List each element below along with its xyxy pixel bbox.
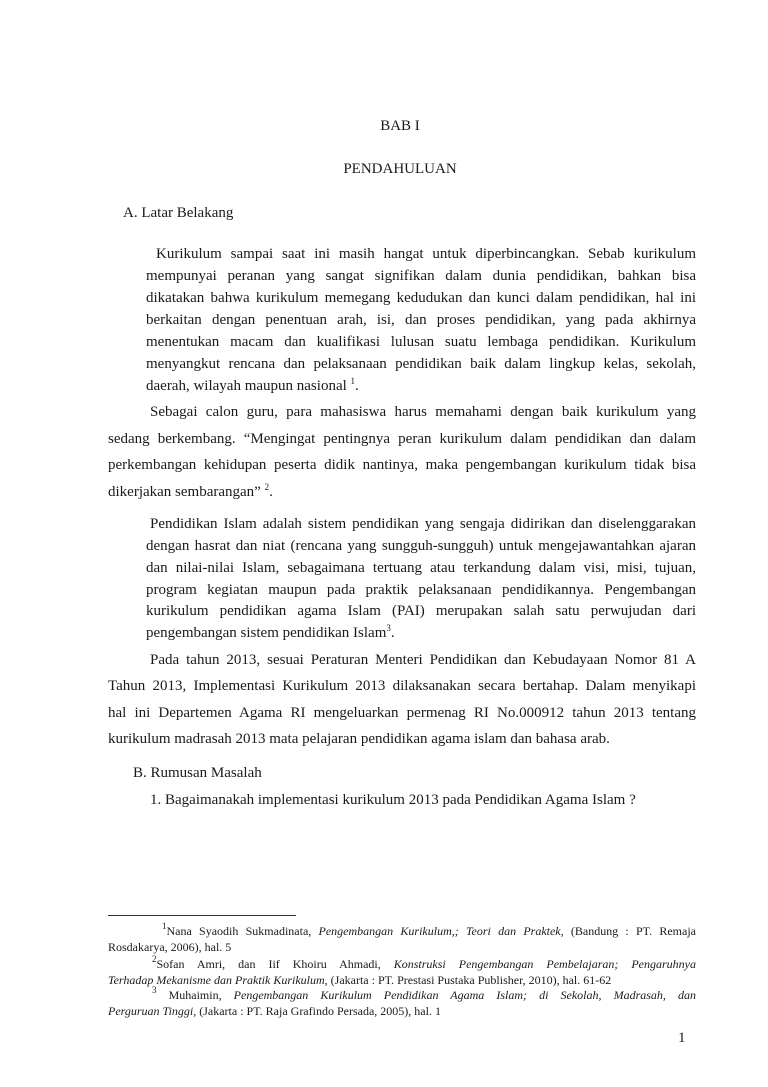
paragraph-line: berkaitan dengan penentuan arah, isi, dan proses pendidikan, yang pada akhirnya — [146, 312, 696, 328]
paragraph-line: mempunyai peranan yang sangat signifikan dalam dunia pendidikan, bahkan bisa — [146, 268, 696, 284]
footnote-title: Terhadap Mekanisme dan Praktik Kurikulum — [108, 973, 325, 987]
paragraph-line: Kurikulum sampai saat ini masih hangat untuk diperbincangkan. Sebab kurikulum — [156, 246, 696, 262]
footnote-text: , (Jakarta : PT. Raja Grafindo Persada, 2005), hal. 1 — [193, 1004, 441, 1018]
paragraph-line: kurikulum pendidikan agama Islam (PAI) merupakan salah satu perwujudan dari — [146, 603, 696, 619]
footnote-ref-3: 3 — [386, 623, 391, 633]
footnote-text: , (Jakarta : PT. Prestasi Pustaka Publisher, 2010), hal. 61-62 — [324, 973, 612, 987]
footnote-text: , (Bandung : PT. Remaja — [560, 924, 696, 938]
paragraph-line: perkembangan kehidupan peserta didik nantinya, maka pengembangan kurikulum tidak bisa — [108, 457, 696, 473]
paragraph-line: menentukan macam dan kualifikasi lulusan suatu lembaga pendidikan. Kurikulum — [146, 334, 696, 350]
paragraph-line: kurikulum madrasah 2013 mata pelajaran pendidikan agama islam dan bahasa arab. — [108, 731, 610, 747]
paragraph-line: sedang berkembang. “Mengingat pentingnya peran kurikulum dalam pendidikan dan dalam — [108, 431, 696, 447]
footnote-3 — [108, 985, 696, 1003]
footnote-number: 2 — [152, 954, 157, 964]
paragraph-line: menyangkut rencana dan pelaksanaan pendidikan baik dalam lingkup kelas, sekolah, — [146, 356, 696, 372]
paragraph-line: Pendidikan Islam adalah sistem pendidikan yang sengaja didirikan dan diselenggarakan — [150, 516, 696, 532]
footnote-divider — [108, 915, 296, 916]
footnote-1 — [108, 921, 696, 939]
footnote-title: Pengembangan Kurikulum,; Teori dan Praktek — [318, 924, 561, 938]
paragraph-line-text: dikerjakan sembarangan” — [108, 484, 261, 500]
footnote-number: 1 — [162, 921, 167, 931]
paragraph-line: dikerjakan sembarangan” $^2$. — [108, 482, 273, 500]
footnote-text: Sofan Amri, dan Iif Khoiru Ahmadi, — [156, 957, 381, 971]
footnote-title: Pengembangan Kurikulum Pendidikan Agama Islam; di Sekolah, Madrasah, dan — [233, 988, 696, 1002]
paragraph-line: daerah, wilayah maupun nasional $^1$. — [146, 376, 359, 394]
research-question-1: 1. Bagaimanakah implementasi kurikulum 2013 pada Pendidikan Agama Islam ? — [150, 792, 636, 808]
footnote-text: Muhaimin, — [168, 988, 222, 1002]
section-b-heading: B. Rumusan Masalah — [133, 765, 262, 781]
footnote-2-cont — [108, 973, 696, 988]
footnote-3-cont — [108, 1004, 696, 1019]
paragraph-line: dan nilai-nilai Islam, sebagaimana tertuang atau terkandung dalam visi, misi, tujuan, — [146, 560, 696, 576]
paragraph-line: dikatakan bahwa kurikulum memegang kedudukan dan kunci dalam pendidikan, hal ini — [146, 290, 696, 306]
paragraph-line: Tahun 2013, Implementasi Kurikulum 2013 dilaksanakan secara bertahap. Dalam menyikapi — [108, 678, 696, 694]
footnote-1-cont: Rosdakarya, 2006), hal. 5 — [108, 940, 232, 954]
paragraph-line: pengembangan sistem pendidikan Islam$^3$. — [146, 623, 395, 641]
paragraph-line: Sebagai calon guru, para mahasiswa harus memahami dengan baik kurikulum yang — [150, 404, 696, 420]
footnote-text: Nana Syaodih Sukmadinata, — [166, 924, 312, 938]
paragraph-line: dengan hasrat dan niat (rencana yang sungguh-sungguh) untuk mengejawantahkan ajaran — [146, 538, 696, 554]
chapter-title: PENDAHULUAN — [343, 161, 457, 177]
paragraph-line: hal ini Departemen Agama RI mengeluarkan permenag RI No.000912 tahun 2013 tentang — [108, 705, 696, 721]
section-a-heading: A. Latar Belakang — [123, 205, 234, 221]
page-number: 1 — [678, 1030, 686, 1046]
footnote-number: 3 — [152, 985, 157, 995]
footnote-2 — [108, 954, 697, 972]
footnote-title: Perguruan Tinggi — [108, 1004, 194, 1018]
footnote-ref-2: 2 — [264, 482, 270, 492]
paragraph-line-text: pengembangan sistem pendidikan Islam — [146, 625, 387, 641]
footnote-ref-1: 1 — [350, 376, 356, 386]
paragraph-line: program kegiatan maupun pada praktik pelaksanaan pendidikannya. Pengembangan — [146, 582, 696, 598]
paragraph-line: Pada tahun 2013, sesuai Peraturan Menteri Pendidikan dan Kebudayaan Nomor 81 A — [150, 652, 696, 668]
paragraph-line-text: daerah, wilayah maupun nasional — [146, 378, 347, 394]
footnote-title: Konstruksi Pengembangan Pembelajaran; Pengaruhnya — [393, 957, 697, 971]
chapter-number: BAB I — [380, 118, 420, 134]
